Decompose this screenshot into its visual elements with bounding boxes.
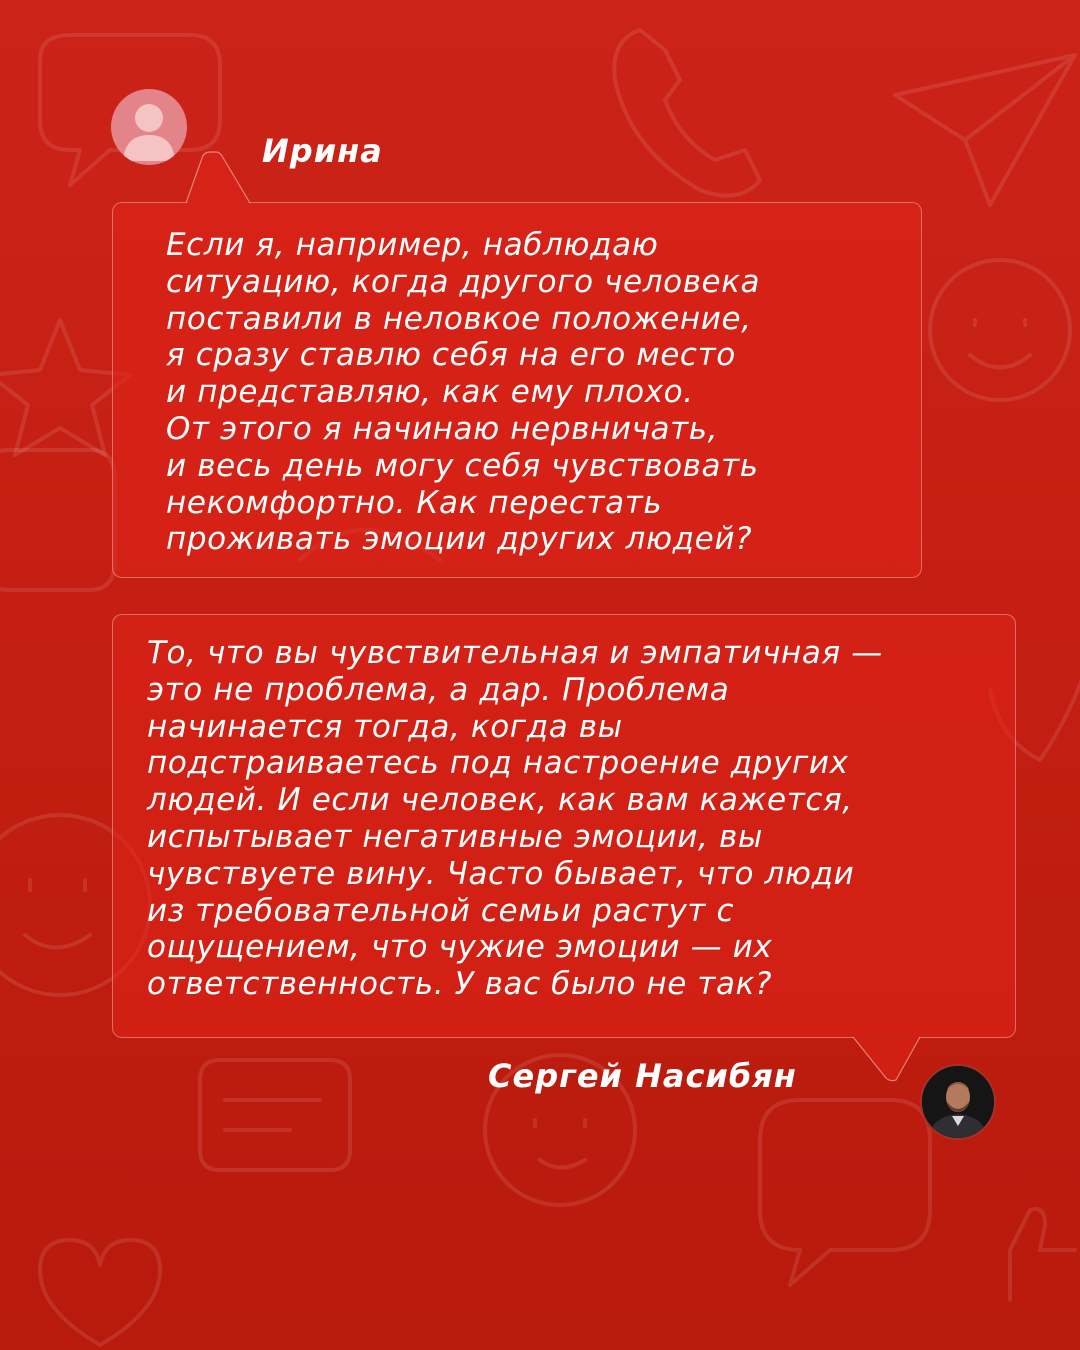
avatar-irina	[111, 89, 187, 165]
avatar-sergey	[920, 1064, 996, 1140]
smiley-doodle	[930, 260, 1070, 400]
bubble-doodle-3	[760, 1100, 930, 1285]
heart-doodle	[40, 1240, 160, 1345]
question-bubble-tail	[186, 150, 252, 204]
phone-doodle	[614, 30, 760, 196]
answer-text: То, что вы чувствительная и эмпатичная — это не проблема, а дар. Проблема начинается тогда, когда вы подстраиваетесь под настроение других людей. И если человек, как вам кажется, испытывает негативные эмоции, вы чувствуете вину. Часто бывает, что люди из требовательной семьи растут с ощущением, что чужие эмоции — их ответственность. У вас было не так?	[147, 635, 883, 1003]
chat-lines-doodle	[200, 1060, 350, 1170]
question-text: Если я, например, наблюдаю ситуацию, когда другого человека поставили в неловкое положение, я сразу ставлю себя на его место и представляю, как ему плохо. От этого я начинаю нервничать, и весь день могу себя чувствовать некомфортно. Как перестать проживать эмоции других людей?	[166, 227, 761, 558]
question-author-name: Ирина	[262, 132, 383, 170]
star-doodle	[0, 320, 130, 455]
bubble-doodle-2	[0, 450, 115, 590]
paper-plane-doodle	[895, 55, 1075, 205]
user-placeholder-icon	[111, 89, 187, 165]
person-photo	[922, 1066, 994, 1138]
answer-bubble-tail	[852, 1036, 924, 1084]
like-doodle	[1010, 1209, 1075, 1300]
answer-author-name: Сергей Насибян	[488, 1057, 797, 1095]
